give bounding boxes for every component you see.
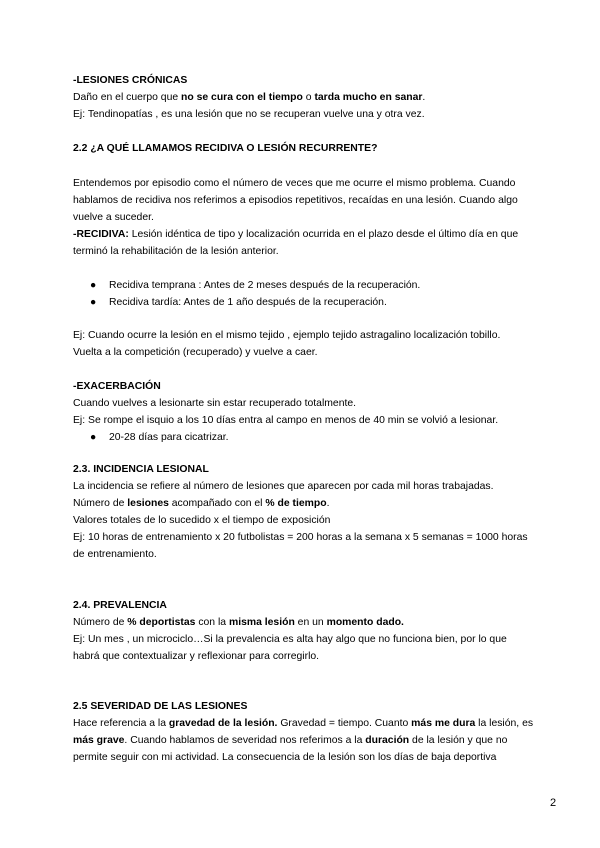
paragraph-line: Ej: Se rompe el isquio a los 10 días entra al campo en menos de 40 min se volvió a lesionar. [73, 415, 499, 426]
paragraph-line: Cuando vuelves a lesionarte sin estar recuperado totalmente. [73, 398, 357, 409]
paragraph-line: Hace referencia a la gravedad de la lesión. Gravedad = tiempo. Cuanto más me dura la lesión, es [73, 718, 534, 729]
paragraph-line: vuelve a suceder. [73, 212, 154, 223]
bullet-icon: ● [90, 280, 97, 291]
section-heading-exacerbacion: -EXACERBACIÓN [73, 381, 161, 392]
paragraph-line: Ej: 10 horas de entrenamiento x 20 futbolistas = 200 horas a la semana x 5 semanas = 1000 horas [73, 532, 528, 543]
paragraph-line: Ej: Tendinopatías , es una lesión que no se recuperan vuelve una y otra vez. [73, 109, 425, 120]
paragraph-line: terminó la rehabilitación de la lesión anterior. [73, 246, 279, 257]
paragraph-line: Valores totales de lo sucedido x el tiempo de exposición [73, 515, 331, 526]
paragraph-line: de entrenamiento. [73, 549, 157, 560]
paragraph-line: Número de % deportistas con la misma lesión en un momento dado. [73, 617, 404, 628]
bullet-icon: ● [90, 297, 97, 308]
section-heading-severidad: 2.5 SEVERIDAD DE LAS LESIONES [73, 701, 248, 712]
bullet-icon: ● [90, 432, 97, 443]
page-number: 2 [550, 797, 557, 809]
paragraph-line: Ej: Un mes , un microciclo…Si la prevalencia es alta hay algo que no funciona bien, por lo que [73, 634, 507, 645]
section-heading-lesiones-cronicas: -LESIONES CRÓNICAS [73, 75, 188, 86]
section-heading-prevalencia: 2.4. PREVALENCIA [73, 600, 167, 611]
paragraph-line: más grave. Cuando hablamos de severidad nos referimos a la duración de la lesión y que no [73, 735, 508, 746]
definition-line: -RECIDIVA: Lesión idéntica de tipo y localización ocurrida en el plazo desde el último día en que [73, 229, 519, 240]
paragraph-line: Daño en el cuerpo que no se cura con el tiempo o tarda mucho en sanar. [73, 92, 426, 103]
paragraph-line: permite seguir con mi actividad. La consecuencia de la lesión son los días de baja deportiva [73, 752, 497, 763]
paragraph-line: Ej: Cuando ocurre la lesión en el mismo tejido , ejemplo tejido astragalino localización tobillo. [73, 330, 501, 341]
paragraph-line: Número de lesiones acompañado con el % de tiempo. [73, 498, 330, 509]
paragraph-line: Entendemos por episodio como el número de veces que me ocurre el mismo problema. Cuando [73, 178, 516, 189]
section-heading-recidiva: 2.2 ¿A QUÉ LLAMAMOS RECIDIVA O LESIÓN RECURRENTE? [73, 143, 378, 154]
paragraph-line: La incidencia se refiere al número de lesiones que aparecen por cada mil horas trabajadas. [73, 481, 494, 492]
section-heading-incidencia: 2.3. INCIDENCIA LESIONAL [73, 464, 209, 475]
paragraph-line: Vuelta a la competición (recuperado) y vuelve a caer. [73, 347, 318, 358]
paragraph-line: hablamos de recidiva nos referimos a episodios repetitivos, recaídas en una lesión. Cuando algo [73, 195, 518, 206]
paragraph-line: habrá que contextualizar y reflexionar para corregirlo. [73, 651, 320, 662]
